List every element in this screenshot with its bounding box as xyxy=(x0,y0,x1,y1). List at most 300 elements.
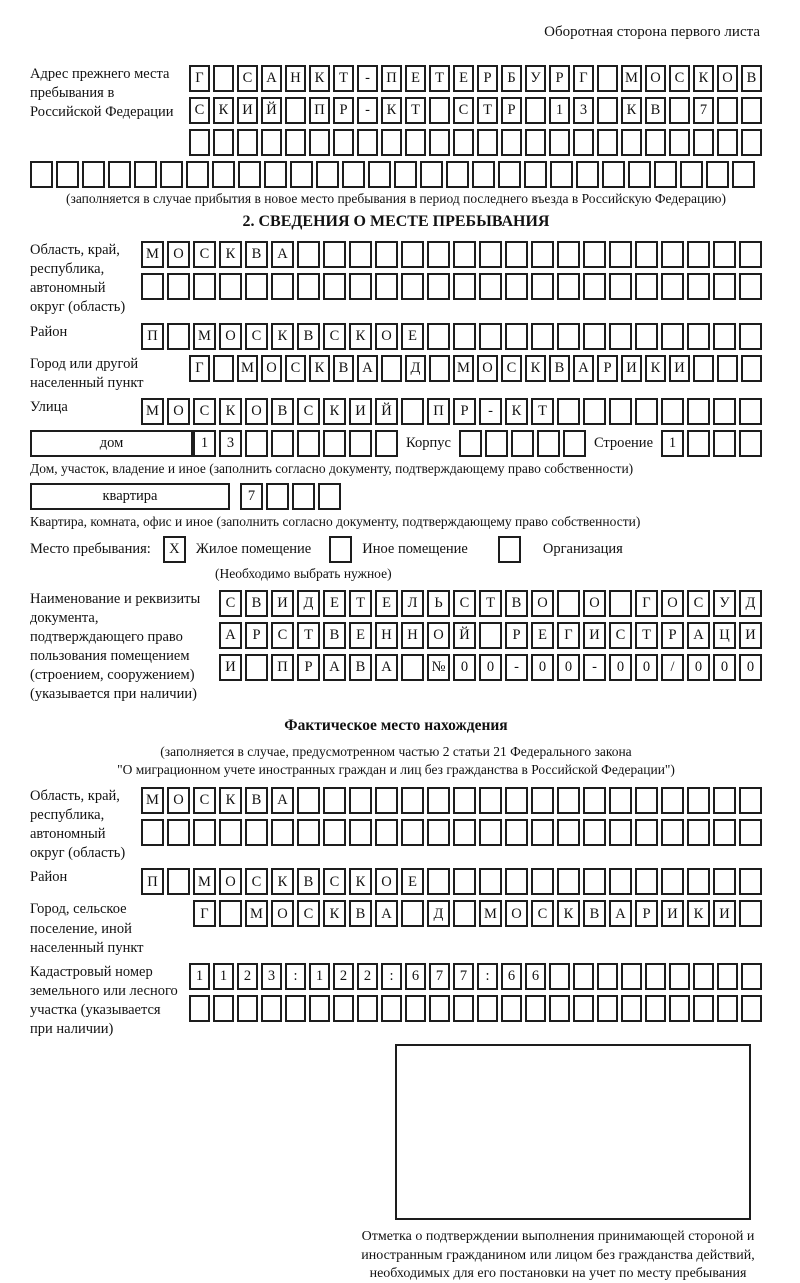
char-cell[interactable]: 0 xyxy=(479,654,502,681)
char-cell[interactable]: С xyxy=(189,97,210,124)
char-cell[interactable] xyxy=(713,398,736,425)
char-cell[interactable] xyxy=(661,819,684,846)
char-cell[interactable]: О xyxy=(219,868,242,895)
char-cell[interactable] xyxy=(134,161,157,188)
char-cell[interactable] xyxy=(531,273,554,300)
char-cell[interactable] xyxy=(429,995,450,1022)
char-cell[interactable] xyxy=(141,819,164,846)
char-cell[interactable]: Д xyxy=(427,900,450,927)
char-cell[interactable] xyxy=(238,161,261,188)
char-cell[interactable] xyxy=(297,787,320,814)
char-cell[interactable] xyxy=(609,819,632,846)
char-cell[interactable] xyxy=(427,868,450,895)
char-cell[interactable] xyxy=(669,129,690,156)
char-cell[interactable] xyxy=(602,161,625,188)
char-cell[interactable]: С xyxy=(219,590,242,617)
char-cell[interactable] xyxy=(323,241,346,268)
char-cell[interactable] xyxy=(661,787,684,814)
char-cell[interactable] xyxy=(557,398,580,425)
char-cell[interactable] xyxy=(453,787,476,814)
char-cell[interactable]: Р xyxy=(297,654,320,681)
char-cell[interactable]: О xyxy=(375,323,398,350)
char-cell[interactable] xyxy=(597,995,618,1022)
char-cell[interactable] xyxy=(264,161,287,188)
char-cell[interactable]: Д xyxy=(405,355,426,382)
char-cell[interactable] xyxy=(368,161,391,188)
char-cell[interactable]: Р xyxy=(635,900,658,927)
char-cell[interactable] xyxy=(401,273,424,300)
char-cell[interactable] xyxy=(245,273,268,300)
char-cell[interactable]: С xyxy=(245,868,268,895)
char-cell[interactable] xyxy=(401,819,424,846)
char-cell[interactable] xyxy=(550,161,573,188)
char-cell[interactable] xyxy=(167,868,190,895)
char-cell[interactable]: / xyxy=(661,654,684,681)
char-cell[interactable] xyxy=(511,430,534,457)
char-cell[interactable]: - xyxy=(357,65,378,92)
char-cell[interactable]: : xyxy=(381,963,402,990)
char-cell[interactable]: 1 xyxy=(189,963,210,990)
char-cell[interactable]: Е xyxy=(401,323,424,350)
char-cell[interactable] xyxy=(635,273,658,300)
char-cell[interactable]: Б xyxy=(501,65,522,92)
char-cell[interactable] xyxy=(357,129,378,156)
char-cell[interactable] xyxy=(687,323,710,350)
char-cell[interactable] xyxy=(401,900,424,927)
char-cell[interactable] xyxy=(739,819,762,846)
char-cell[interactable] xyxy=(261,129,282,156)
char-cell[interactable] xyxy=(609,398,632,425)
char-cell[interactable] xyxy=(525,129,546,156)
char-cell[interactable] xyxy=(405,995,426,1022)
char-cell[interactable]: В xyxy=(505,590,528,617)
char-cell[interactable] xyxy=(479,273,502,300)
char-cell[interactable]: А xyxy=(261,65,282,92)
char-cell[interactable]: Й xyxy=(261,97,282,124)
char-cell[interactable] xyxy=(485,430,508,457)
char-cell[interactable] xyxy=(479,819,502,846)
char-cell[interactable] xyxy=(549,963,570,990)
char-cell[interactable]: У xyxy=(713,590,736,617)
char-cell[interactable]: А xyxy=(687,622,710,649)
char-cell[interactable] xyxy=(459,430,482,457)
char-cell[interactable]: Г xyxy=(557,622,580,649)
char-cell[interactable]: О xyxy=(427,622,450,649)
char-cell[interactable]: Т xyxy=(297,622,320,649)
char-cell[interactable]: В xyxy=(583,900,606,927)
char-cell[interactable]: О xyxy=(505,900,528,927)
char-cell[interactable]: К xyxy=(323,398,346,425)
char-cell[interactable]: 6 xyxy=(405,963,426,990)
char-cell[interactable] xyxy=(739,273,762,300)
char-cell[interactable]: С xyxy=(297,398,320,425)
char-cell[interactable]: Н xyxy=(285,65,306,92)
char-cell[interactable]: Е xyxy=(401,868,424,895)
char-cell[interactable] xyxy=(635,323,658,350)
char-cell[interactable] xyxy=(505,819,528,846)
char-cell[interactable]: И xyxy=(669,355,690,382)
char-cell[interactable]: 0 xyxy=(531,654,554,681)
char-cell[interactable] xyxy=(741,995,762,1022)
char-cell[interactable] xyxy=(401,398,424,425)
char-cell[interactable] xyxy=(713,868,736,895)
char-cell[interactable] xyxy=(706,161,729,188)
char-cell[interactable] xyxy=(375,819,398,846)
char-cell[interactable] xyxy=(609,868,632,895)
char-cell[interactable] xyxy=(717,355,738,382)
char-cell[interactable] xyxy=(501,129,522,156)
char-cell[interactable]: 1 xyxy=(309,963,330,990)
char-cell[interactable]: М xyxy=(453,355,474,382)
char-cell[interactable] xyxy=(583,398,606,425)
char-cell[interactable]: Т xyxy=(479,590,502,617)
char-cell[interactable]: С xyxy=(609,622,632,649)
char-cell[interactable]: С xyxy=(271,622,294,649)
char-cell[interactable] xyxy=(141,273,164,300)
char-cell[interactable] xyxy=(271,273,294,300)
char-cell[interactable] xyxy=(635,819,658,846)
char-cell[interactable] xyxy=(557,819,580,846)
char-cell[interactable] xyxy=(219,273,242,300)
char-cell[interactable]: М xyxy=(141,241,164,268)
char-cell[interactable]: В xyxy=(245,590,268,617)
char-cell[interactable] xyxy=(297,430,320,457)
char-cell[interactable] xyxy=(583,868,606,895)
char-cell[interactable] xyxy=(687,787,710,814)
char-cell[interactable] xyxy=(219,819,242,846)
char-cell[interactable]: - xyxy=(357,97,378,124)
char-cell[interactable] xyxy=(394,161,417,188)
char-cell[interactable]: С xyxy=(687,590,710,617)
char-cell[interactable] xyxy=(739,900,762,927)
char-cell[interactable] xyxy=(309,129,330,156)
char-cell[interactable] xyxy=(645,129,666,156)
char-cell[interactable] xyxy=(167,819,190,846)
char-cell[interactable] xyxy=(349,273,372,300)
char-cell[interactable] xyxy=(381,995,402,1022)
char-cell[interactable] xyxy=(693,129,714,156)
char-cell[interactable]: О xyxy=(477,355,498,382)
char-cell[interactable]: 1 xyxy=(549,97,570,124)
char-cell[interactable]: О xyxy=(645,65,666,92)
char-cell[interactable] xyxy=(549,129,570,156)
char-cell[interactable]: О xyxy=(167,787,190,814)
char-cell[interactable] xyxy=(245,819,268,846)
char-cell[interactable]: С xyxy=(193,241,216,268)
char-cell[interactable] xyxy=(323,819,346,846)
char-cell[interactable] xyxy=(621,995,642,1022)
char-cell[interactable] xyxy=(524,161,547,188)
char-cell[interactable]: П xyxy=(141,323,164,350)
char-cell[interactable]: С xyxy=(669,65,690,92)
char-cell[interactable] xyxy=(427,787,450,814)
char-cell[interactable]: 7 xyxy=(240,483,263,510)
char-cell[interactable] xyxy=(739,398,762,425)
char-cell[interactable] xyxy=(429,129,450,156)
char-cell[interactable] xyxy=(453,900,476,927)
char-cell[interactable] xyxy=(271,819,294,846)
char-cell[interactable]: 0 xyxy=(687,654,710,681)
char-cell[interactable] xyxy=(669,963,690,990)
char-cell[interactable]: О xyxy=(167,241,190,268)
char-cell[interactable] xyxy=(717,129,738,156)
char-cell[interactable]: О xyxy=(261,355,282,382)
char-cell[interactable]: Ц xyxy=(713,622,736,649)
char-cell[interactable] xyxy=(583,241,606,268)
char-cell[interactable] xyxy=(297,241,320,268)
char-cell[interactable] xyxy=(401,787,424,814)
char-cell[interactable] xyxy=(525,995,546,1022)
char-cell[interactable]: К xyxy=(381,97,402,124)
char-cell[interactable] xyxy=(531,819,554,846)
char-cell[interactable] xyxy=(472,161,495,188)
char-cell[interactable] xyxy=(687,273,710,300)
char-cell[interactable] xyxy=(297,819,320,846)
char-cell[interactable]: Н xyxy=(375,622,398,649)
char-cell[interactable]: - xyxy=(505,654,528,681)
char-cell[interactable] xyxy=(741,97,762,124)
char-cell[interactable]: А xyxy=(375,900,398,927)
char-cell[interactable] xyxy=(741,129,762,156)
char-cell[interactable] xyxy=(167,323,190,350)
char-cell[interactable]: К xyxy=(349,868,372,895)
char-cell[interactable]: С xyxy=(531,900,554,927)
char-cell[interactable] xyxy=(661,868,684,895)
char-cell[interactable] xyxy=(429,355,450,382)
char-cell[interactable] xyxy=(401,241,424,268)
char-cell[interactable]: К xyxy=(271,868,294,895)
char-cell[interactable]: 0 xyxy=(609,654,632,681)
char-cell[interactable]: С xyxy=(323,323,346,350)
char-cell[interactable]: 7 xyxy=(429,963,450,990)
char-cell[interactable] xyxy=(420,161,443,188)
char-cell[interactable] xyxy=(505,273,528,300)
char-cell[interactable] xyxy=(56,161,79,188)
char-cell[interactable] xyxy=(573,129,594,156)
char-cell[interactable]: Р xyxy=(549,65,570,92)
char-cell[interactable] xyxy=(261,995,282,1022)
char-cell[interactable] xyxy=(505,787,528,814)
char-cell[interactable] xyxy=(713,787,736,814)
char-cell[interactable] xyxy=(357,995,378,1022)
char-cell[interactable]: Т xyxy=(405,97,426,124)
char-cell[interactable]: В xyxy=(245,241,268,268)
char-cell[interactable] xyxy=(687,398,710,425)
char-cell[interactable] xyxy=(453,273,476,300)
char-cell[interactable] xyxy=(297,273,320,300)
char-cell[interactable]: К xyxy=(323,900,346,927)
char-cell[interactable] xyxy=(285,995,306,1022)
char-cell[interactable] xyxy=(635,241,658,268)
char-cell[interactable] xyxy=(537,430,560,457)
char-cell[interactable] xyxy=(193,273,216,300)
char-cell[interactable]: К xyxy=(687,900,710,927)
char-cell[interactable] xyxy=(189,995,210,1022)
char-cell[interactable]: 1 xyxy=(193,430,216,457)
char-cell[interactable]: К xyxy=(219,241,242,268)
char-cell[interactable] xyxy=(30,161,53,188)
char-cell[interactable] xyxy=(680,161,703,188)
char-cell[interactable] xyxy=(82,161,105,188)
char-cell[interactable] xyxy=(477,129,498,156)
char-cell[interactable] xyxy=(427,241,450,268)
char-cell[interactable] xyxy=(739,323,762,350)
char-cell[interactable] xyxy=(583,273,606,300)
char-cell[interactable]: П xyxy=(309,97,330,124)
char-cell[interactable]: О xyxy=(245,398,268,425)
char-cell[interactable]: Й xyxy=(453,622,476,649)
char-cell[interactable]: Р xyxy=(661,622,684,649)
char-cell[interactable] xyxy=(557,323,580,350)
char-cell[interactable] xyxy=(531,787,554,814)
char-cell[interactable]: 0 xyxy=(739,654,762,681)
char-cell[interactable] xyxy=(245,654,268,681)
char-cell[interactable]: 2 xyxy=(357,963,378,990)
char-cell[interactable] xyxy=(669,995,690,1022)
char-cell[interactable]: А xyxy=(271,787,294,814)
char-cell[interactable]: Г xyxy=(189,65,210,92)
char-cell[interactable] xyxy=(479,622,502,649)
char-cell[interactable]: Й xyxy=(375,398,398,425)
char-cell[interactable]: О xyxy=(661,590,684,617)
char-cell[interactable]: И xyxy=(661,900,684,927)
char-cell[interactable]: А xyxy=(219,622,242,649)
char-cell[interactable] xyxy=(661,323,684,350)
checkbox-organizatsiya[interactable] xyxy=(498,536,521,563)
char-cell[interactable]: С xyxy=(323,868,346,895)
char-cell[interactable]: М xyxy=(141,787,164,814)
char-cell[interactable] xyxy=(213,129,234,156)
char-cell[interactable] xyxy=(309,995,330,1022)
char-cell[interactable]: С xyxy=(193,398,216,425)
char-cell[interactable] xyxy=(525,97,546,124)
char-cell[interactable]: А xyxy=(375,654,398,681)
char-cell[interactable]: С xyxy=(453,590,476,617)
char-cell[interactable] xyxy=(635,787,658,814)
char-cell[interactable] xyxy=(213,355,234,382)
char-cell[interactable] xyxy=(271,430,294,457)
char-cell[interactable]: А xyxy=(573,355,594,382)
char-cell[interactable] xyxy=(583,819,606,846)
char-cell[interactable] xyxy=(453,819,476,846)
char-cell[interactable]: Р xyxy=(597,355,618,382)
char-cell[interactable] xyxy=(687,430,710,457)
char-cell[interactable] xyxy=(713,273,736,300)
char-cell[interactable] xyxy=(333,995,354,1022)
char-cell[interactable]: Т xyxy=(349,590,372,617)
char-cell[interactable] xyxy=(290,161,313,188)
char-cell[interactable]: Т xyxy=(531,398,554,425)
char-cell[interactable] xyxy=(635,868,658,895)
dom-field-box[interactable]: дом xyxy=(30,430,193,457)
char-cell[interactable] xyxy=(717,97,738,124)
char-cell[interactable]: Р xyxy=(333,97,354,124)
char-cell[interactable] xyxy=(375,273,398,300)
char-cell[interactable] xyxy=(609,273,632,300)
char-cell[interactable] xyxy=(654,161,677,188)
char-cell[interactable]: 6 xyxy=(501,963,522,990)
char-cell[interactable]: С xyxy=(237,65,258,92)
char-cell[interactable]: К xyxy=(219,787,242,814)
char-cell[interactable]: 7 xyxy=(453,963,474,990)
char-cell[interactable] xyxy=(583,323,606,350)
char-cell[interactable]: М xyxy=(245,900,268,927)
char-cell[interactable]: Д xyxy=(739,590,762,617)
char-cell[interactable] xyxy=(189,129,210,156)
char-cell[interactable]: К xyxy=(621,97,642,124)
char-cell[interactable]: В xyxy=(333,355,354,382)
char-cell[interactable] xyxy=(501,995,522,1022)
char-cell[interactable] xyxy=(323,430,346,457)
char-cell[interactable]: М xyxy=(141,398,164,425)
char-cell[interactable] xyxy=(713,323,736,350)
char-cell[interactable] xyxy=(375,241,398,268)
char-cell[interactable] xyxy=(693,963,714,990)
char-cell[interactable] xyxy=(717,995,738,1022)
char-cell[interactable]: 2 xyxy=(333,963,354,990)
char-cell[interactable]: 0 xyxy=(453,654,476,681)
char-cell[interactable]: В xyxy=(741,65,762,92)
char-cell[interactable] xyxy=(621,963,642,990)
char-cell[interactable]: 1 xyxy=(661,430,684,457)
char-cell[interactable] xyxy=(531,868,554,895)
char-cell[interactable] xyxy=(576,161,599,188)
char-cell[interactable]: К xyxy=(271,323,294,350)
char-cell[interactable] xyxy=(349,241,372,268)
char-cell[interactable] xyxy=(693,995,714,1022)
char-cell[interactable]: К xyxy=(525,355,546,382)
char-cell[interactable] xyxy=(160,161,183,188)
char-cell[interactable]: О xyxy=(219,323,242,350)
char-cell[interactable] xyxy=(453,241,476,268)
char-cell[interactable]: А xyxy=(271,241,294,268)
char-cell[interactable] xyxy=(557,787,580,814)
char-cell[interactable]: И xyxy=(713,900,736,927)
char-cell[interactable]: С xyxy=(453,97,474,124)
char-cell[interactable]: К xyxy=(213,97,234,124)
char-cell[interactable]: Р xyxy=(245,622,268,649)
char-cell[interactable]: В xyxy=(245,787,268,814)
char-cell[interactable] xyxy=(739,868,762,895)
char-cell[interactable] xyxy=(687,241,710,268)
char-cell[interactable] xyxy=(453,129,474,156)
checkbox-zhiloe[interactable]: X xyxy=(163,536,186,563)
char-cell[interactable]: 3 xyxy=(573,97,594,124)
char-cell[interactable]: В xyxy=(349,900,372,927)
char-cell[interactable] xyxy=(427,273,450,300)
char-cell[interactable]: К xyxy=(219,398,242,425)
char-cell[interactable]: К xyxy=(645,355,666,382)
char-cell[interactable] xyxy=(427,323,450,350)
char-cell[interactable] xyxy=(266,483,289,510)
char-cell[interactable]: И xyxy=(349,398,372,425)
char-cell[interactable]: Р xyxy=(477,65,498,92)
char-cell[interactable] xyxy=(609,241,632,268)
char-cell[interactable]: П xyxy=(381,65,402,92)
char-cell[interactable]: В xyxy=(271,398,294,425)
char-cell[interactable]: Н xyxy=(401,622,424,649)
char-cell[interactable] xyxy=(333,129,354,156)
char-cell[interactable] xyxy=(453,995,474,1022)
char-cell[interactable]: В xyxy=(645,97,666,124)
char-cell[interactable]: В xyxy=(297,323,320,350)
char-cell[interactable] xyxy=(687,819,710,846)
char-cell[interactable] xyxy=(741,963,762,990)
char-cell[interactable]: Т xyxy=(477,97,498,124)
char-cell[interactable]: 6 xyxy=(525,963,546,990)
char-cell[interactable]: 7 xyxy=(693,97,714,124)
char-cell[interactable] xyxy=(661,398,684,425)
